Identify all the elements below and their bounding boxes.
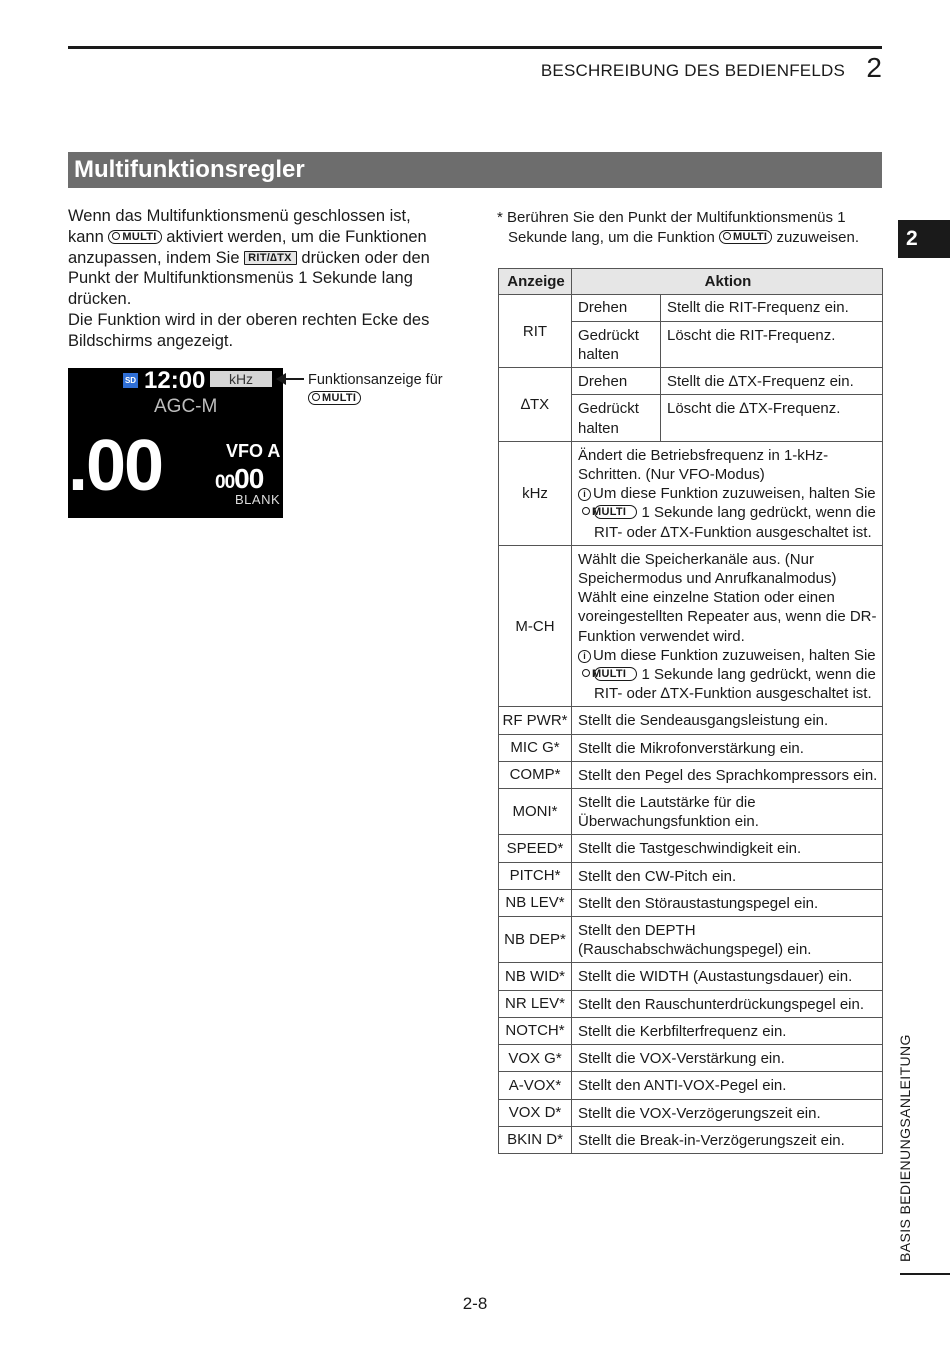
display-screenshot	[68, 368, 283, 518]
table-row	[499, 707, 883, 734]
indicator-cell: VOX D*	[499, 1099, 572, 1126]
callout-label: Funktionsanzeige für MULTI	[308, 372, 443, 404]
table-row	[499, 734, 883, 761]
footnote: * Berühren Sie den Punkt der Multifunktionsmenüs 1 Sekunde lang, um die Funktion MULTI zuzuweisen.	[497, 209, 859, 246]
table-row	[499, 441, 883, 545]
top-rule	[68, 46, 882, 49]
action-cell: Löscht die RIT-Frequenz.	[661, 322, 883, 368]
intro-line: Wenn das Multifunktionsmenü geschlossen ist,	[68, 207, 411, 225]
action-cell: Stellt die Lautstärke für die Überwachungsfunktion ein.	[572, 789, 883, 835]
agc-readout: AGC-M	[154, 396, 218, 417]
page-number: 2-8	[462, 1294, 488, 1313]
action-cell: Stellt den DEPTH (Rauschabschwächungspegel) ein.	[572, 917, 883, 963]
indicator-cell: NOTCH*	[499, 1017, 572, 1044]
indicator-cell: RF PWR*	[499, 707, 572, 734]
table-header-row	[499, 269, 883, 295]
indicator-cell: ∆TX	[499, 368, 572, 441]
action-cell: Stellt die Tastgeschwindigkeit ein.	[572, 835, 883, 862]
indicator-cell: NB LEV*	[499, 889, 572, 916]
header-anzeige: Anzeige	[499, 269, 572, 295]
multi-key-icon: MULTI	[108, 230, 161, 244]
action-cell: Stellt die Sendeausgangsleistung ein.	[572, 707, 883, 734]
table-row	[499, 368, 883, 395]
table-row	[499, 1072, 883, 1099]
table-row	[499, 761, 883, 788]
operation-cell: Gedrückt halten	[572, 322, 661, 368]
running-header-title: BESCHREIBUNG DES BEDIENFELDS	[540, 61, 845, 80]
intro-text	[68, 206, 468, 352]
indicator-cell: A-VOX*	[499, 1072, 572, 1099]
table-row	[499, 990, 883, 1017]
indicator-cell: MIC G*	[499, 734, 572, 761]
multi-key-icon: MULTI	[308, 391, 361, 405]
intro-line: anzupassen, indem Sie RIT/∆TX drücken oder den	[68, 248, 430, 267]
table-row	[499, 862, 883, 889]
indicator-cell: MONI*	[499, 789, 572, 835]
table-row	[499, 889, 883, 916]
sd-card-icon: SD	[123, 373, 138, 388]
info-icon: i	[578, 488, 591, 501]
indicator-cell: M-CH	[499, 545, 572, 707]
action-cell: Stellt die VOX-Verstärkung ein.	[572, 1045, 883, 1072]
action-cell: Stellt den Rauschunterdrückungspegel ein.	[572, 990, 883, 1017]
indicator-cell: kHz	[499, 441, 572, 545]
action-cell: Stellt den Störaustastungspegel ein.	[572, 889, 883, 916]
action-cell: Stellt den ANTI-VOX-Pegel ein.	[572, 1072, 883, 1099]
function-indicator: kHz	[210, 371, 272, 387]
indicator-cell: VOX G*	[499, 1045, 572, 1072]
action-cell: Stellt die Break-in-Verzögerungszeit ein.	[572, 1126, 883, 1153]
table-row	[499, 1099, 883, 1126]
memory-name-readout: BLANK	[235, 492, 281, 507]
operation-cell: Gedrückt halten	[572, 395, 661, 441]
action-cell: Stellt die Kerbfilterfrequenz ein.	[572, 1017, 883, 1044]
table-row	[499, 917, 883, 963]
function-table	[498, 268, 883, 1154]
action-cell: Stellt den CW-Pitch ein.	[572, 862, 883, 889]
multi-key-icon: MULTI	[719, 230, 772, 244]
table-row	[499, 1045, 883, 1072]
rit-dtx-key-icon: RIT/∆TX	[244, 251, 297, 265]
table-row	[499, 789, 883, 835]
table-row	[499, 963, 883, 990]
callout-line	[284, 378, 304, 380]
running-header-chapter: 2	[866, 52, 882, 83]
indicator-cell: RIT	[499, 295, 572, 368]
table-row	[499, 545, 883, 707]
table-row	[499, 295, 883, 322]
action-cell: Löscht die ∆TX-Frequenz.	[661, 395, 883, 441]
header-aktion: Aktion	[572, 269, 883, 295]
indicator-cell: NB DEP*	[499, 917, 572, 963]
action-cell: Stellt die WIDTH (Austastungsdauer) ein.	[572, 963, 883, 990]
action-cell: Stellt die Mikrofonverstärkung ein.	[572, 734, 883, 761]
action-cell: Stellt den Pegel des Sprachkompressors ein.	[572, 761, 883, 788]
info-icon: i	[578, 650, 591, 663]
indicator-cell: PITCH*	[499, 862, 572, 889]
vfo-readout: VFO A	[226, 441, 281, 461]
operation-cell: Drehen	[572, 368, 661, 395]
intro-line: Die Funktion wird in der oberen rechten Ecke des Bildschirms angezeigt.	[68, 310, 430, 350]
indicator-cell: BKIN D*	[499, 1126, 572, 1153]
action-cell: Stellt die RIT-Frequenz ein.	[661, 295, 883, 322]
indicator-cell: NB WID*	[499, 963, 572, 990]
action-cell: Stellt die VOX-Verzögerungszeit ein.	[572, 1099, 883, 1126]
action-cell: Ändert die Betriebsfrequenz in 1-kHz-Schritten. (Nur VFO-Modus) i Um diese Funktion zuzuweisen, halten Sie MULTI 1 Sekunde lang gedrückt, wenn die RIT- oder ∆TX-Funktion ausgeschaltet ist.	[572, 441, 883, 545]
operation-cell: Drehen	[572, 295, 661, 322]
multi-key-icon: MULTI	[594, 505, 637, 519]
section-title: Multifunktionsregler	[68, 152, 882, 188]
side-label: BASIS BEDIENUNGSANLEITUNG	[897, 1034, 913, 1262]
table-row	[499, 1017, 883, 1044]
intro-line: kann MULTI aktiviert werden, um die Funktionen	[68, 227, 427, 246]
action-cell: Stellt die ∆TX-Frequenz ein.	[661, 368, 883, 395]
table-row	[499, 1126, 883, 1153]
side-rule	[900, 1273, 950, 1275]
chapter-tab: 2	[898, 220, 950, 258]
indicator-cell: SPEED*	[499, 835, 572, 862]
frequency-readout: .00	[68, 426, 163, 506]
indicator-cell: COMP*	[499, 761, 572, 788]
intro-line: Punkt der Multifunktionsmenüs 1 Sekunde lang drücken.	[68, 269, 413, 309]
multi-key-icon: MULTI	[594, 667, 637, 681]
memory-channel-readout: 0000	[215, 463, 264, 494]
table-row	[499, 835, 883, 862]
indicator-cell: NR LEV*	[499, 990, 572, 1017]
action-cell: Wählt die Speicherkanäle aus. (Nur Speichermodus und Anrufkanalmodus) Wählt eine einzelne Station oder einen voreingestellten Repeater aus, wenn die DR-Funktion verwendet wird. i Um diese Funktion zuzuweisen, halten Sie MULTI 1 Sekunde lang gedrückt, wenn die RIT- oder ∆TX-Funktion ausgeschaltet ist.	[572, 545, 883, 707]
clock-readout: 12:00	[144, 368, 206, 394]
